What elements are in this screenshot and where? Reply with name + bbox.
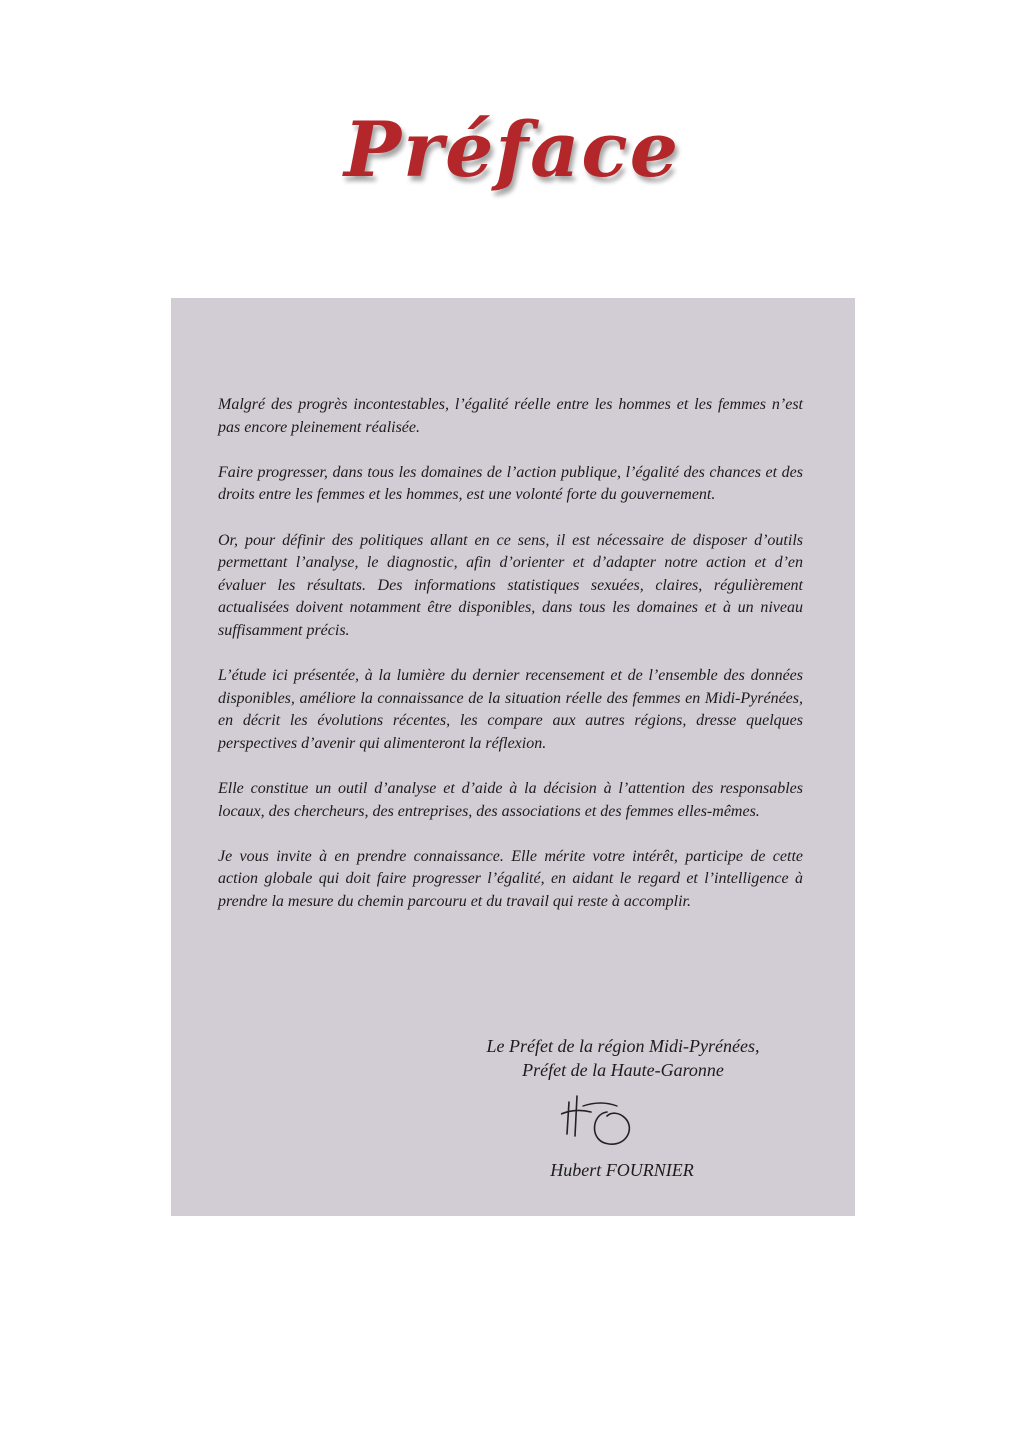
- paragraph: Malgré des progrès incontestables, l’égalité réelle entre les hommes et les femmes n’est pas encore pleinement réalisée.: [218, 396, 803, 436]
- signatory-title-line-1: Le Préfet de la région Midi-Pyrénées,: [486, 1036, 760, 1056]
- handwritten-signature: [561, 1092, 641, 1152]
- paragraph: Elle constitue un outil d’analyse et d’aide à la décision à l’attention des responsables locaux, des chercheurs, des entreprises, des associations et des femmes elles-mêmes.: [218, 780, 803, 820]
- paragraph: Faire progresser, dans tous les domaines de l’action publique, l’égalité des chances et des droits entre les femmes et les hommes, est une volonté forte du gouvernement.: [218, 463, 803, 504]
- paragraph: Or, pour définir des politiques allant en ce sens, il est nécessaire de disposer d’outils permettant l’analyse, le diagnostic, afin d’orienter et d’adapter notre action et d’en évaluer les résultats. Des informations statistiques sexuées, claires, régulièrement actualisées doivent notamment être disponibles, dans tous les domaines et à un niveau suffisamment précis.: [218, 531, 803, 639]
- paragraph: Je vous invite à en prendre connaissance. Elle mérite votre intérêt, participe de cette action globale qui doit faire progresser l’égalité, en aidant le regard et l’intelligence à prendre la mesure du chemin parcouru et du travail qui reste à accomplir.: [218, 847, 803, 911]
- signatory-name: Hubert FOURNIER: [550, 1160, 694, 1180]
- page-title: Préface: [343, 105, 681, 194]
- signatory-title-line-2: Préfet de la Haute-Garonne: [522, 1060, 724, 1080]
- preface-panel: [171, 298, 855, 1216]
- paragraph: L’étude ici présentée, à la lumière du dernier recensement et de l’ensemble des données disponibles, améliore la connaissance de la situation réelle des femmes en Midi-Pyrénées, en décrit les évolutions récentes, les compare aux autres régions, dresse quelques perspectives d’avenir qui alimenteront la réflexion.: [218, 667, 803, 752]
